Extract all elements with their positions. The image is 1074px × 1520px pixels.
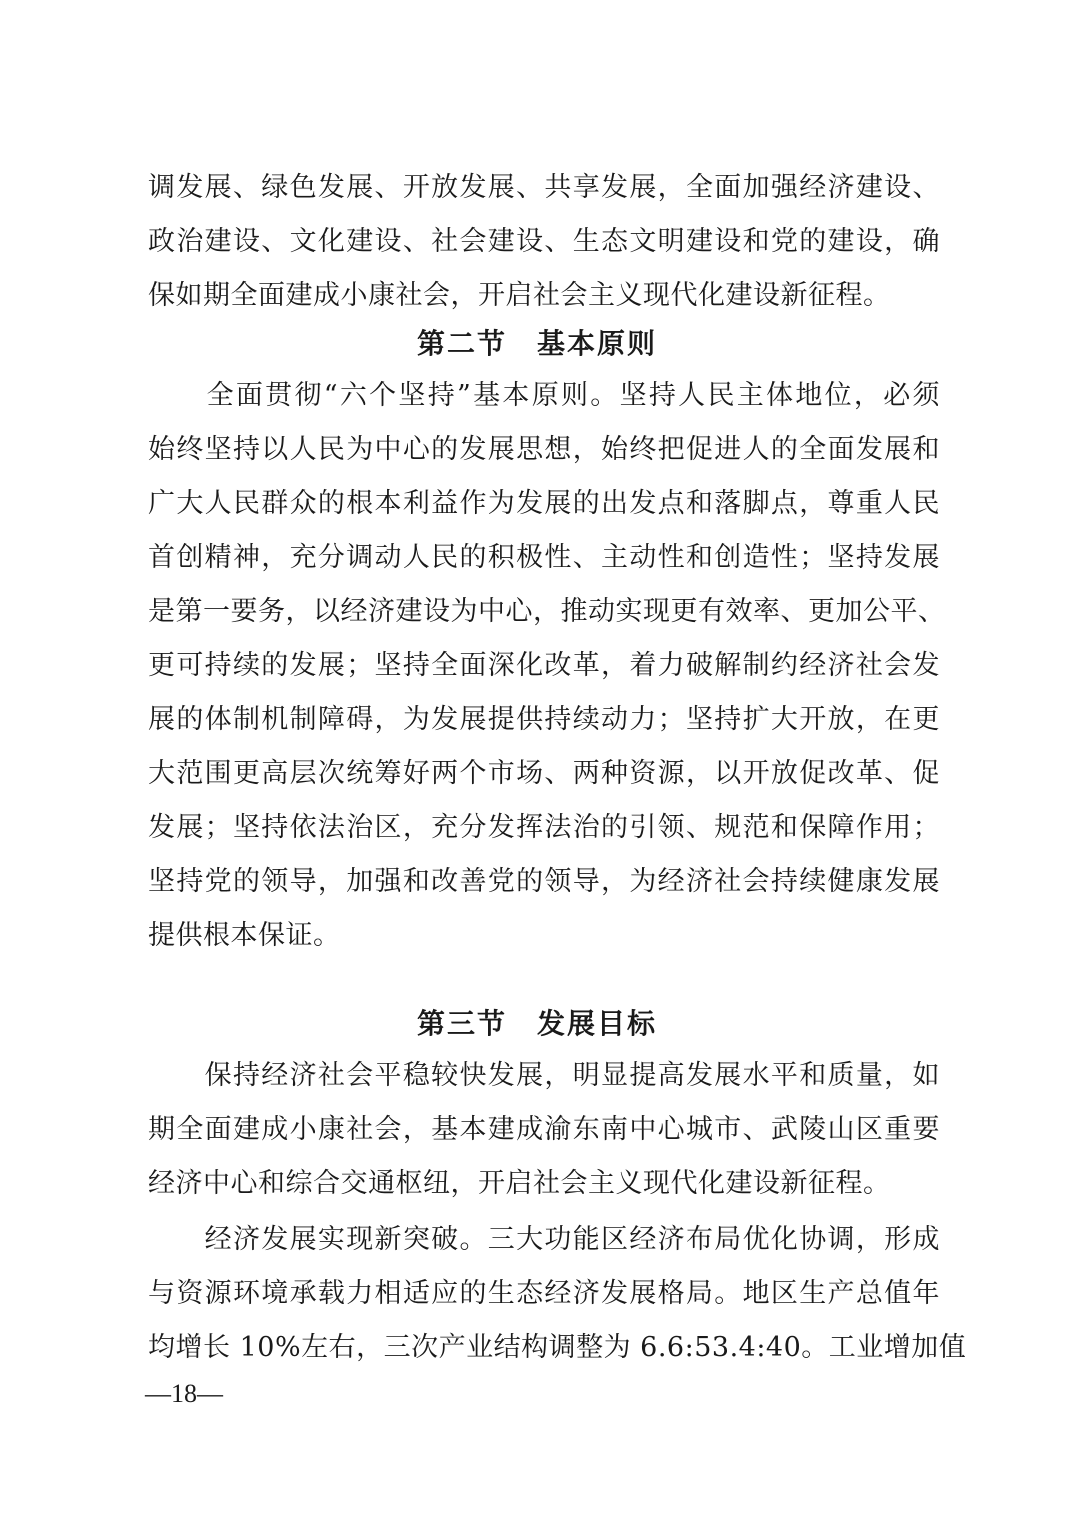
paragraph-line: 广大人民群众的根本利益作为发展的出发点和落脚点，尊重人民 <box>148 488 940 519</box>
paragraph-line: 政治建设、文化建设、社会建设、生态文明建设和党的建设，确 <box>148 226 940 257</box>
paragraph-line: 大范围更高层次统筹好两个市场、两种资源，以开放促改革、促 <box>148 758 940 789</box>
paragraph-line: 期全面建成小康社会，基本建成渝东南中心城市、武陵山区重要 <box>148 1114 940 1145</box>
paragraph-line: 全面贯彻“六个坚持”基本原则。坚持人民主体地位，必须 <box>148 380 940 411</box>
paragraph-line: 调发展、绿色发展、开放发展、共享发展，全面加强经济建设、 <box>148 172 940 203</box>
paragraph-line: 更可持续的发展；坚持全面深化改革，着力破解制约经济社会发 <box>148 650 940 681</box>
paragraph-line: 经济中心和综合交通枢纽，开启社会主义现代化建设新征程。 <box>148 1168 891 1199</box>
page-number: —18— <box>145 1379 223 1408</box>
paragraph-line: 保如期全面建成小康社会，开启社会主义现代化建设新征程。 <box>148 280 891 311</box>
section-heading: 第二节 基本原则 <box>416 327 657 360</box>
section-heading: 第三节 发展目标 <box>416 1007 657 1040</box>
paragraph-line: 均增长 10%左右，三次产业结构调整为 6.6:53.4:40。工业增加值 <box>148 1332 967 1363</box>
paragraph-line: 始终坚持以人民为中心的发展思想，始终把促进人的全面发展和 <box>148 434 940 465</box>
paragraph-line: 展的体制机制障碍，为发展提供持续动力；坚持扩大开放，在更 <box>148 704 940 735</box>
paragraph-line: 坚持党的领导，加强和改善党的领导，为经济社会持续健康发展 <box>148 866 940 897</box>
paragraph-line: 经济发展实现新突破。三大功能区经济布局优化协调，形成 <box>148 1224 940 1255</box>
paragraph-line: 是第一要务，以经济建设为中心，推动实现更有效率、更加公平、 <box>148 596 946 627</box>
paragraph-line: 提供根本保证。 <box>148 920 341 951</box>
paragraph-line: 发展；坚持依法治区，充分发挥法治的引领、规范和保障作用； <box>148 812 940 843</box>
paragraph-line: 与资源环境承载力相适应的生态经济发展格局。地区生产总值年 <box>148 1278 940 1309</box>
paragraph-line: 首创精神，充分调动人民的积极性、主动性和创造性；坚持发展 <box>148 542 940 573</box>
paragraph-line: 保持经济社会平稳较快发展，明显提高发展水平和质量，如 <box>148 1060 940 1091</box>
